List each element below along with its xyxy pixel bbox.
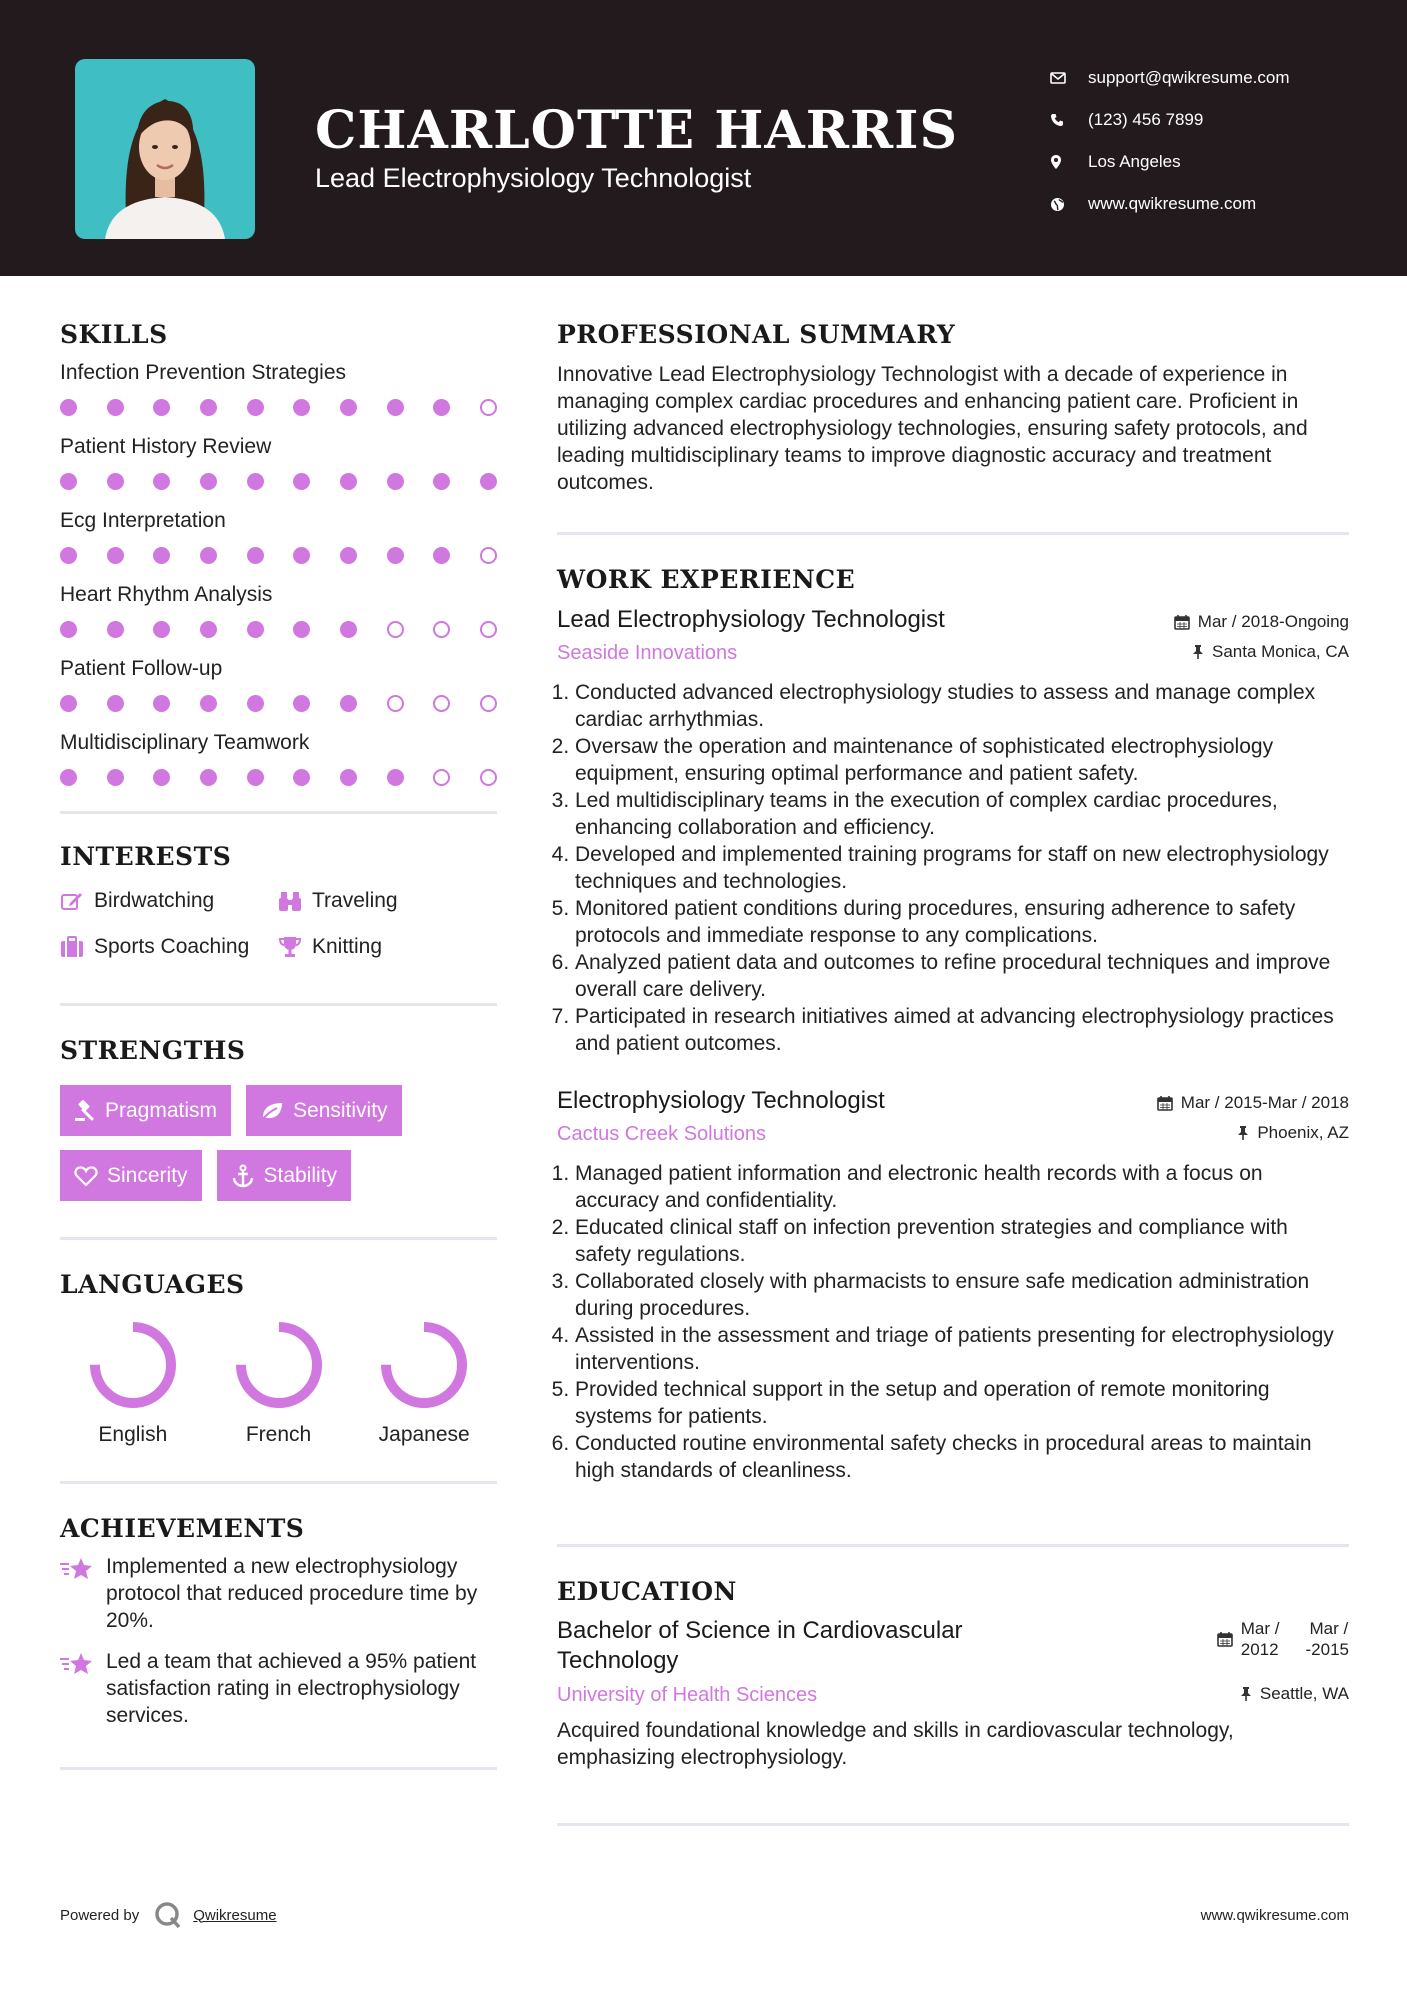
skill-item (60, 579, 497, 653)
education-location (1240, 1684, 1349, 1704)
job-bullet: 2. Oversaw the operation and maintenance of sophisticated electrophysiology equipment, ensuring optimal performance and patient safety. (575, 733, 1349, 787)
strength-chip (60, 1085, 231, 1136)
job-location-text: Phoenix, AZ (1257, 1123, 1349, 1142)
achievement-item (60, 1553, 497, 1634)
pushpin-icon (1237, 1125, 1249, 1141)
rating-dot-empty (433, 695, 450, 712)
interest-label: Sports Coaching (94, 935, 250, 958)
rating-dot-filled (200, 547, 217, 564)
language-progress-ring (378, 1319, 470, 1411)
rating-dot-filled (293, 769, 310, 786)
qwikresume-link[interactable]: Qwikresume (193, 1906, 277, 1924)
skill-name: Ecg Interpretation (60, 509, 226, 532)
education-entry (557, 1616, 1349, 1771)
contact-location (1050, 141, 1290, 183)
job-location-text: Santa Monica, CA (1211, 642, 1349, 661)
education-subheader (557, 1684, 1349, 1707)
envelope-icon (1050, 72, 1088, 84)
rating-dot-filled (340, 621, 357, 638)
pushpin-icon (1240, 1686, 1252, 1702)
job-date-text: Mar / 2018-Ongoing (1197, 612, 1349, 631)
rating-dot-filled (247, 621, 264, 638)
rating-dot-filled (200, 769, 217, 786)
education-location-text: Seattle, WA (1259, 1684, 1349, 1703)
interest-item (278, 885, 478, 917)
rating-dot-filled (340, 695, 357, 712)
job-subheader (557, 1123, 1349, 1146)
section-divider (60, 811, 497, 814)
rating-dot-filled (200, 621, 217, 638)
skill-name: Multidisciplinary Teamwork (60, 731, 310, 754)
job-bullet: 3. Led multidisciplinary teams in the execution of complex cardiac procedures, enhancing collaboration and efficiency. (575, 787, 1349, 841)
rating-dot-filled (60, 621, 77, 638)
language-item (60, 1319, 206, 1447)
rating-dot-filled (60, 473, 77, 490)
job-bullets (557, 1160, 1349, 1484)
rating-dot-filled (293, 695, 310, 712)
degree-line: Bachelor of Science in Cardiovascular (557, 1617, 963, 1644)
section-divider (60, 1481, 497, 1484)
strength-chip (246, 1085, 402, 1136)
rating-dot-filled (340, 769, 357, 786)
qwikresume-logo-icon (153, 1900, 183, 1930)
job-bullet: 4. Assisted in the assessment and triage of patients presenting for electrophysiology interventions. (575, 1322, 1349, 1376)
rating-dot-filled (387, 769, 404, 786)
rating-dot-filled (340, 473, 357, 490)
strength-label: Sensitivity (293, 1098, 388, 1122)
skill-rating (60, 611, 497, 653)
strength-chip (60, 1150, 202, 1201)
rating-dot-filled (247, 695, 264, 712)
rating-dot-filled (200, 695, 217, 712)
skill-name: Heart Rhythm Analysis (60, 583, 273, 606)
strengths-list (60, 1085, 497, 1201)
rating-dot-filled (153, 473, 170, 490)
rating-dot-empty (387, 621, 404, 638)
job-date-text: Mar / 2015-Mar / 2018 (1180, 1093, 1349, 1112)
job-bullet: 5. Monitored patient conditions during procedures, ensuring adherence to safety protocols and immediate response to any complications. (575, 895, 1349, 949)
job-bullets (557, 679, 1349, 1057)
right-column (557, 320, 1349, 1826)
interests-heading: INTERESTS (60, 842, 232, 871)
rating-dot-filled (293, 621, 310, 638)
contact-phone-text: (123) 456 7899 (1088, 110, 1204, 129)
interest-label: Knitting (312, 935, 383, 958)
degree-title (557, 1616, 963, 1676)
interest-item (278, 931, 478, 963)
rating-dot-filled (60, 769, 77, 786)
achievements-heading: ACHIEVEMENTS (60, 1514, 305, 1543)
interest-item (60, 885, 278, 917)
languages-heading: LANGUAGES (60, 1270, 245, 1299)
contact-website[interactable] (1050, 183, 1290, 225)
skill-rating (60, 685, 497, 727)
candidate-title: Lead Electrophysiology Technologist (315, 163, 752, 193)
rating-dot-empty (480, 621, 497, 638)
rating-dot-filled (200, 473, 217, 490)
calendar-icon (1217, 1631, 1233, 1647)
skill-rating (60, 537, 497, 579)
contact-email-text: support@qwikresume.com (1088, 68, 1290, 87)
language-name: French (245, 1423, 312, 1446)
rating-dot-filled (153, 547, 170, 564)
strength-label: Stability (263, 1163, 338, 1187)
rating-dot-filled (293, 473, 310, 490)
job-header (557, 1087, 1349, 1115)
education-date (1217, 1618, 1349, 1660)
interest-item (60, 931, 278, 963)
rating-dot-filled (60, 547, 77, 564)
leaf-icon (260, 1101, 284, 1121)
rating-dot-filled (387, 473, 404, 490)
interests-list (60, 885, 497, 963)
rating-dot-filled (107, 473, 124, 490)
job-bullet: 6. Conducted routine environmental safety checks in procedural areas to maintain high standards of cleanliness. (575, 1430, 1349, 1484)
contact-email[interactable] (1050, 57, 1290, 99)
skill-item (60, 727, 497, 801)
star-icon (60, 1651, 94, 1677)
rating-dot-empty (480, 695, 497, 712)
rating-dot-empty (387, 695, 404, 712)
trophy-icon (278, 936, 302, 958)
rating-dot-filled (247, 547, 264, 564)
education-start-year: 2012 (1240, 1640, 1279, 1659)
rating-dot-filled (293, 399, 310, 416)
education-header (557, 1616, 1349, 1676)
resume-header (0, 0, 1407, 276)
briefcase-icon (60, 936, 84, 958)
company-name: Seaside Innovations (557, 642, 738, 664)
section-divider (557, 1823, 1349, 1826)
rating-dot-filled (153, 695, 170, 712)
language-name: English (98, 1423, 168, 1446)
map-pin-icon (1050, 154, 1088, 170)
rating-dot-filled (153, 621, 170, 638)
education-end-year-text: 2015 (1311, 1640, 1349, 1659)
pushpin-icon (1192, 644, 1204, 660)
section-divider (60, 1237, 497, 1240)
skill-rating (60, 389, 497, 431)
job-bullet: 5. Provided technical support in the setup and operation of remote monitoring systems for patients. (575, 1376, 1349, 1430)
school-name: University of Health Sciences (557, 1684, 818, 1706)
achievement-item (60, 1648, 497, 1729)
language-item (206, 1319, 352, 1447)
languages-list (60, 1319, 497, 1447)
skill-name: Infection Prevention Strategies (60, 361, 347, 384)
rating-dot-filled (153, 769, 170, 786)
phone-icon (1050, 113, 1088, 127)
job-bullet: 4. Developed and implemented training programs for staff on new electrophysiology techniques and technologies. (575, 841, 1349, 895)
job-bullet: 1. Conducted advanced electrophysiology studies to assess and manage complex cardiac arrhythmias. (575, 679, 1349, 733)
job-location (1237, 1123, 1349, 1143)
education-heading: EDUCATION (557, 1577, 737, 1606)
gavel-icon (74, 1100, 96, 1122)
rating-dot-empty (433, 621, 450, 638)
contact-list (1050, 57, 1290, 225)
achievement-text: Implemented a new electrophysiology protocol that reduced procedure time by 20%. (106, 1555, 478, 1632)
rating-dot-empty (480, 399, 497, 416)
summary-text: Innovative Lead Electrophysiology Technologist with a decade of experience in managing complex cardiac procedures and enhancing patient care. Proficient in utilizing advanced electrophysiology technologies, ensuring safety protocols, and leading multidisciplinary teams to improve diagnostic accuracy and treatment outcomes. (557, 363, 1308, 494)
job-title: Electrophysiology Technologist (557, 1087, 885, 1114)
rating-dot-filled (247, 399, 264, 416)
rating-dot-filled (433, 399, 450, 416)
job-title: Lead Electrophysiology Technologist (557, 606, 945, 633)
job-entry (557, 606, 1349, 1057)
skill-rating (60, 463, 497, 505)
strength-label: Sincerity (107, 1163, 188, 1187)
education-start-month: Mar / (1240, 1619, 1280, 1638)
strength-chip (217, 1150, 352, 1201)
rating-dot-empty (433, 769, 450, 786)
rating-dot-empty (480, 769, 497, 786)
calendar-icon (1174, 614, 1190, 630)
rating-dot-filled (200, 399, 217, 416)
job-date (1174, 612, 1349, 632)
profile-photo (75, 59, 255, 239)
section-divider (557, 532, 1349, 535)
date-dash: - (1305, 1640, 1312, 1659)
globe-icon (1050, 197, 1088, 212)
language-item (351, 1319, 497, 1447)
rating-dot-filled (433, 547, 450, 564)
rating-dot-filled (293, 547, 310, 564)
powered-by (60, 1900, 277, 1930)
experience-heading: WORK EXPERIENCE (557, 565, 856, 594)
job-header (557, 606, 1349, 634)
skill-name: Patient Follow-up (60, 657, 223, 680)
interest-label: Traveling (312, 889, 398, 912)
strength-label: Pragmatism (105, 1098, 218, 1122)
left-column (60, 320, 497, 1770)
skill-item (60, 653, 497, 727)
job-entry (557, 1087, 1349, 1484)
contact-website-text: www.qwikresume.com (1088, 194, 1257, 213)
rating-dot-filled (107, 695, 124, 712)
skill-item (60, 431, 497, 505)
rating-dot-filled (153, 399, 170, 416)
rating-dot-empty (480, 547, 497, 564)
anchor-icon (231, 1164, 255, 1188)
language-name: Japanese (378, 1423, 470, 1446)
summary-heading: PROFESSIONAL SUMMARY (557, 320, 956, 349)
company-name: Cactus Creek Solutions (557, 1123, 766, 1145)
powered-by-text: Powered by (60, 1906, 140, 1924)
achievement-text: Led a team that achieved a 95% patient satisfaction rating in electrophysiology services. (106, 1650, 477, 1727)
section-divider (557, 1544, 1349, 1547)
education-end-year (1306, 1639, 1350, 1660)
rating-dot-filled (60, 695, 77, 712)
calendar-icon (1157, 1095, 1173, 1111)
section-divider (60, 1767, 497, 1770)
skills-list (60, 357, 497, 801)
rating-dot-filled (433, 473, 450, 490)
footer-website[interactable]: www.qwikresume.com (1200, 1906, 1349, 1924)
page-footer (60, 1900, 1349, 1930)
rating-dot-filled (480, 473, 497, 490)
education-end (1306, 1618, 1350, 1660)
degree-line: Technology (557, 1647, 679, 1674)
skill-item (60, 357, 497, 431)
job-bullet: 7. Participated in research initiatives aimed at advancing electrophysiology practices and patient outcomes. (575, 1003, 1349, 1057)
language-progress-ring (233, 1319, 325, 1411)
skill-rating (60, 759, 497, 801)
job-bullet: 6. Analyzed patient data and outcomes to refine procedural techniques and improve overall care delivery. (575, 949, 1349, 1003)
heart-icon (74, 1165, 98, 1187)
job-date (1157, 1093, 1349, 1113)
profile-photo-illustration (75, 59, 255, 239)
edit-icon (60, 890, 84, 912)
rating-dot-filled (107, 769, 124, 786)
education-end-month: Mar / (1309, 1619, 1349, 1638)
rating-dot-filled (107, 399, 124, 416)
education-description: Acquired foundational knowledge and skills in cardiovascular technology, emphasizing electrophysiology. (557, 1719, 1234, 1769)
rating-dot-filled (387, 399, 404, 416)
achievements-list (60, 1553, 497, 1729)
rating-dot-filled (247, 769, 264, 786)
strengths-heading: STRENGTHS (60, 1036, 246, 1065)
section-divider (60, 1003, 497, 1006)
contact-phone[interactable] (1050, 99, 1290, 141)
rating-dot-filled (387, 547, 404, 564)
rating-dot-filled (107, 621, 124, 638)
interest-label: Birdwatching (94, 889, 215, 912)
rating-dot-filled (60, 399, 77, 416)
rating-dot-filled (340, 399, 357, 416)
rating-dot-filled (107, 547, 124, 564)
education-start (1241, 1618, 1280, 1660)
job-bullet: 2. Educated clinical staff on infection prevention strategies and compliance with safety regulations. (575, 1214, 1349, 1268)
language-progress-ring (87, 1319, 179, 1411)
contact-location-text: Los Angeles (1088, 152, 1181, 171)
job-location (1192, 642, 1349, 662)
job-bullet: 3. Collaborated closely with pharmacists to ensure safe medication administration during procedures. (575, 1268, 1349, 1322)
binoculars-icon (278, 890, 302, 912)
skills-heading: SKILLS (60, 320, 168, 349)
star-icon (60, 1556, 94, 1582)
candidate-name: CHARLOTTE HARRIS (315, 100, 958, 161)
rating-dot-filled (247, 473, 264, 490)
job-subheader (557, 642, 1349, 665)
rating-dot-filled (340, 547, 357, 564)
skill-name: Patient History Review (60, 435, 272, 458)
skill-item (60, 505, 497, 579)
job-bullet: 1. Managed patient information and electronic health records with a focus on accuracy and confidentiality. (575, 1160, 1349, 1214)
